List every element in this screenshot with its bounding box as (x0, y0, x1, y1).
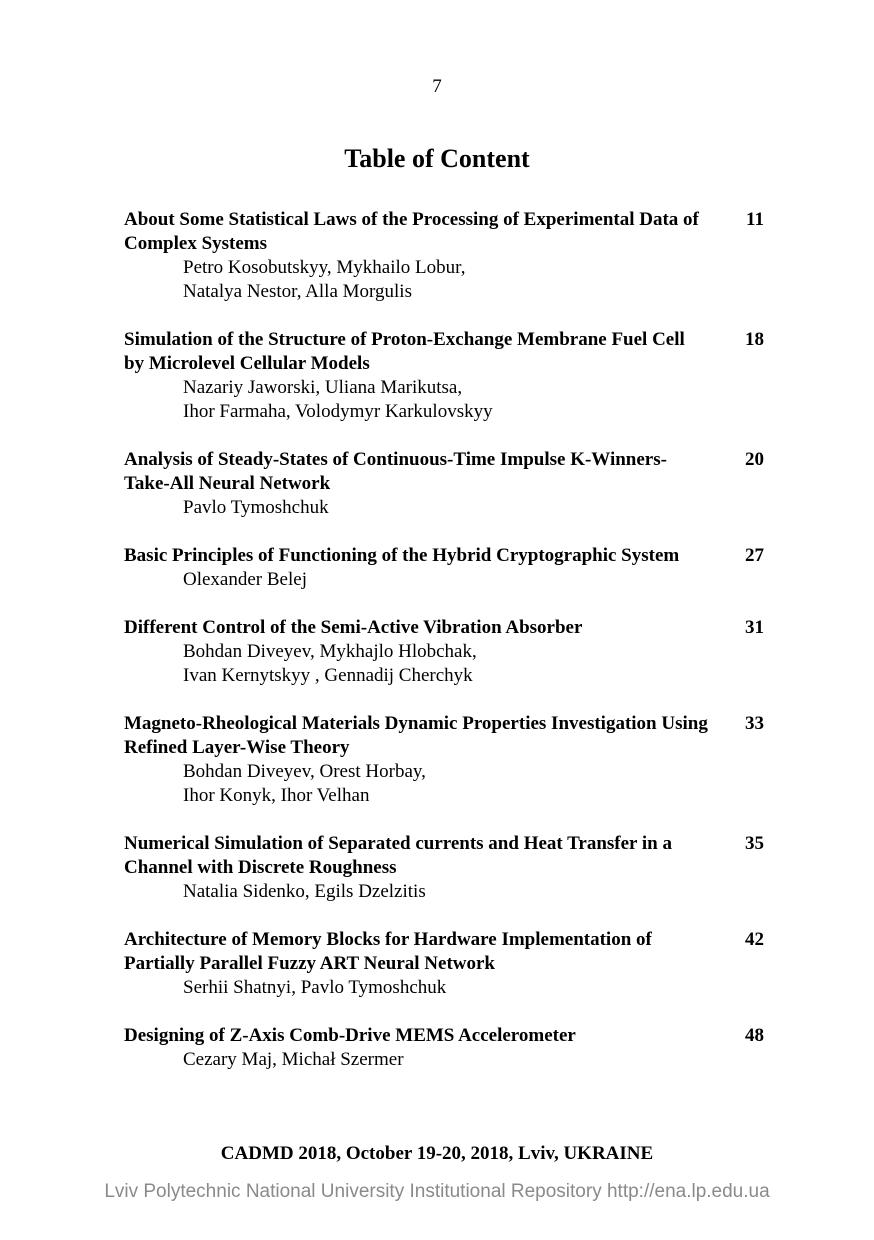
entry-page-number: 33 (745, 713, 764, 734)
entry-authors (124, 1048, 764, 1072)
toc-entry[interactable] (124, 928, 764, 1000)
toc-entry[interactable] (124, 544, 764, 592)
entry-title[interactable]: Magneto-Rheological Materials Dynamic Properties Investigation Using Refined Layer-Wise Theory (124, 713, 708, 758)
table-of-contents (124, 208, 764, 1096)
entry-authors (124, 496, 764, 520)
author-line: Natalia Sidenko, Egils Dzelzitis (183, 881, 426, 902)
author-line: Bohdan Diveyev, Orest Horbay, (183, 761, 426, 782)
entry-title[interactable]: Architecture of Memory Blocks for Hardware Implementation of Partially Parallel Fuzzy ART Neural Network (124, 929, 652, 974)
entry-page-number: 18 (745, 329, 764, 350)
toc-entry[interactable] (124, 712, 764, 808)
toc-entry[interactable] (124, 328, 764, 424)
entry-title[interactable]: Designing of Z-Axis Comb-Drive MEMS Accelerometer (124, 1025, 576, 1046)
author-line: Nazariy Jaworski, Uliana Marikutsa, (183, 377, 463, 398)
author-line: Natalya Nestor, Alla Morgulis (183, 281, 412, 302)
entry-page-number: 48 (745, 1025, 764, 1046)
author-line: Ivan Kernytskyy , Gennadij Cherchyk (183, 665, 473, 686)
entry-title[interactable]: Basic Principles of Functioning of the Hybrid Cryptographic System (124, 545, 680, 566)
entry-page-number: 35 (745, 833, 764, 854)
entry-authors (124, 256, 764, 304)
entry-title[interactable]: Analysis of Steady-States of Continuous-Time Impulse K-Winners-Take-All Neural Network (124, 449, 667, 494)
author-line: Serhii Shatnyi, Pavlo Tymoshchuk (183, 977, 447, 998)
entry-authors (124, 568, 764, 592)
entry-page-number: 42 (745, 929, 764, 950)
toc-entry[interactable] (124, 448, 764, 520)
entry-title[interactable]: Simulation of the Structure of Proton-Exchange Membrane Fuel Cell by Microlevel Cellular Models (124, 329, 685, 374)
entry-page-number: 11 (746, 209, 764, 230)
toc-entry[interactable] (124, 208, 764, 304)
entry-page-number: 20 (745, 449, 764, 470)
entry-authors (124, 376, 764, 424)
author-line: Olexander Belej (183, 569, 307, 590)
page-number: 7 (432, 76, 442, 97)
author-line: Cezary Maj, Michał Szermer (183, 1049, 404, 1070)
entry-authors (124, 760, 764, 808)
author-line: Petro Kosobutskyy, Mykhailo Lobur, (183, 257, 466, 278)
page-title: Table of Content (344, 144, 530, 173)
author-line: Ihor Farmaha, Volodymyr Karkulovskyy (183, 401, 493, 422)
entry-authors (124, 880, 764, 904)
toc-entry[interactable] (124, 832, 764, 904)
repository-footer[interactable]: Lviv Polytechnic National University Institutional Repository http://ena.lp.edu.ua (104, 1181, 770, 1202)
author-line: Pavlo Tymoshchuk (183, 497, 329, 518)
toc-entry[interactable] (124, 1024, 764, 1072)
conference-footer: CADMD 2018, October 19-20, 2018, Lviv, UKRAINE (220, 1143, 654, 1164)
entry-page-number: 27 (745, 545, 764, 566)
entry-title[interactable]: About Some Statistical Laws of the Processing of Experimental Data of Complex Systems (124, 209, 699, 254)
author-line: Bohdan Diveyev, Mykhajlo Hlobchak, (183, 641, 477, 662)
entry-authors (124, 640, 764, 688)
entry-title[interactable]: Numerical Simulation of Separated currents and Heat Transfer in a Channel with Discrete Roughness (124, 833, 672, 878)
author-line: Ihor Konyk, Ihor Velhan (183, 785, 370, 806)
toc-entry[interactable] (124, 616, 764, 688)
entry-title[interactable]: Different Control of the Semi-Active Vibration Absorber (124, 617, 583, 638)
entry-page-number: 31 (745, 617, 764, 638)
entry-authors (124, 976, 764, 1000)
